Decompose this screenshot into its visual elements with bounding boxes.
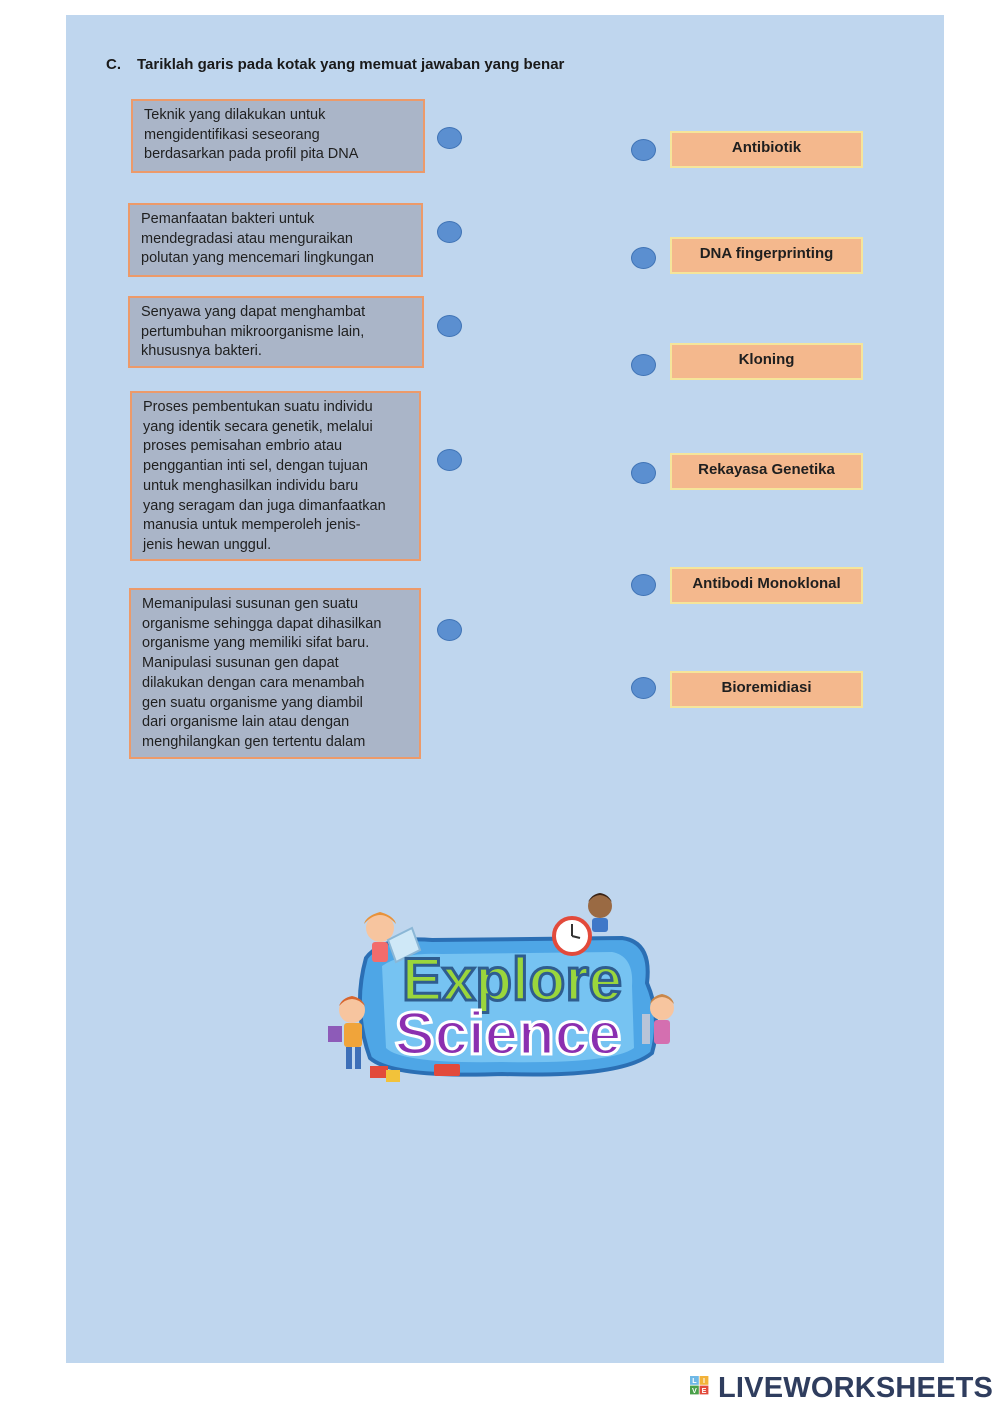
question-line: khususnya bakteri. — [141, 343, 262, 360]
question-line: Teknik yang dilakukan untuk — [144, 107, 326, 123]
question-line: dari organisme lain atau dengan — [142, 714, 350, 731]
question-line: manusia untuk memperoleh jenis- — [143, 517, 361, 534]
section-instruction: Tariklah garis pada kotak yang memuat jawaban yang benar — [137, 56, 565, 73]
question-line: Memanipulasi susunan gen suatu — [142, 596, 359, 612]
answer-box-kloning[interactable] — [670, 343, 863, 380]
question-line: dilakukan dengan cara menambah — [142, 674, 365, 691]
question-line: jenis hewan unggul. — [143, 536, 272, 553]
question-connector-dot-3[interactable] — [437, 315, 462, 337]
logo-explore-text: Explore — [401, 946, 623, 1013]
question-line: Manipulasi susunan gen dapat — [142, 655, 339, 672]
question-connector-dot-4[interactable] — [437, 449, 462, 471]
answer-connector-dot-6[interactable] — [631, 677, 656, 699]
liveworksheets-brand: LIVEWORKSHEETS — [718, 1372, 994, 1404]
question-box-4 — [130, 391, 421, 561]
question-connector-dot-5[interactable] — [437, 619, 462, 641]
liveworksheets-mark-icon — [690, 1375, 714, 1401]
question-line: proses pemisahan embrio atau — [143, 438, 343, 455]
mark-letter: L — [692, 1376, 697, 1386]
answer-label: Rekayasa Genetika — [698, 461, 835, 478]
question-line: yang identik secara genetik, melalui — [143, 418, 373, 435]
question-line: organisme sehingga dapat dihasilkan — [142, 615, 382, 632]
question-box-5 — [129, 588, 421, 759]
answer-connector-dot-5[interactable] — [631, 574, 656, 596]
question-line: pertumbuhan mikroorganisme lain, — [141, 323, 365, 340]
question-box-1 — [131, 99, 425, 173]
answer-label: Antibiotik — [731, 139, 802, 156]
logo-science-text: Science — [394, 1000, 622, 1067]
question-line: penggantian inti sel, dengan tujuan — [143, 458, 368, 475]
question-line: untuk menghasilkan individu baru — [143, 477, 359, 494]
question-line: Pemanfaatan bakteri untuk — [141, 211, 315, 227]
question-box-2 — [128, 203, 423, 277]
question-line: mendegradasi atau menguraikan — [141, 230, 353, 247]
question-connector-dot-1[interactable] — [437, 127, 462, 149]
question-line: Proses pembentukan suatu individu — [143, 399, 373, 415]
answer-label: DNA fingerprinting — [699, 245, 834, 262]
answer-box-antibodi-monoklonal[interactable] — [670, 567, 863, 604]
question-line: mengidentifikasi seseorang — [144, 126, 320, 143]
answer-label: Bioremidiasi — [721, 679, 812, 696]
question-line: menghilangkan gen tertentu dalam — [142, 733, 366, 750]
question-line: yang seragam dan juga dimanfaatkan — [143, 497, 386, 514]
answer-box-dna-fingerprinting[interactable] — [670, 237, 863, 274]
question-line: organisme yang memiliki sifat baru. — [142, 635, 370, 652]
question-line: polutan yang mencemari lingkungan — [141, 250, 374, 267]
answer-box-antibiotik[interactable] — [670, 131, 863, 168]
answer-label: Antibodi Monoklonal — [692, 575, 841, 592]
answer-connector-dot-2[interactable] — [631, 247, 656, 269]
question-box-3 — [128, 296, 424, 368]
question-line: Senyawa yang dapat menghambat — [141, 304, 366, 320]
answer-connector-dot-1[interactable] — [631, 139, 656, 161]
child-boy-left-figure — [328, 996, 365, 1069]
question-line: gen suatu organisme yang diambil — [142, 694, 363, 711]
answer-connector-dot-3[interactable] — [631, 354, 656, 376]
answer-label: Kloning — [738, 351, 795, 368]
question-line: berdasarkan pada profil pita DNA — [144, 146, 359, 163]
section-heading — [106, 56, 564, 73]
answer-connector-dot-4[interactable] — [631, 462, 656, 484]
explore-science-logo — [322, 888, 688, 1088]
section-letter: C. — [106, 56, 121, 73]
mark-letter: V — [692, 1385, 697, 1395]
question-connector-dot-2[interactable] — [437, 221, 462, 243]
answer-box-rekayasa-genetika[interactable] — [670, 453, 863, 490]
answer-box-bioremidiasi[interactable] — [670, 671, 863, 708]
mark-letter: E — [701, 1385, 707, 1395]
mark-letter: I — [703, 1376, 705, 1386]
